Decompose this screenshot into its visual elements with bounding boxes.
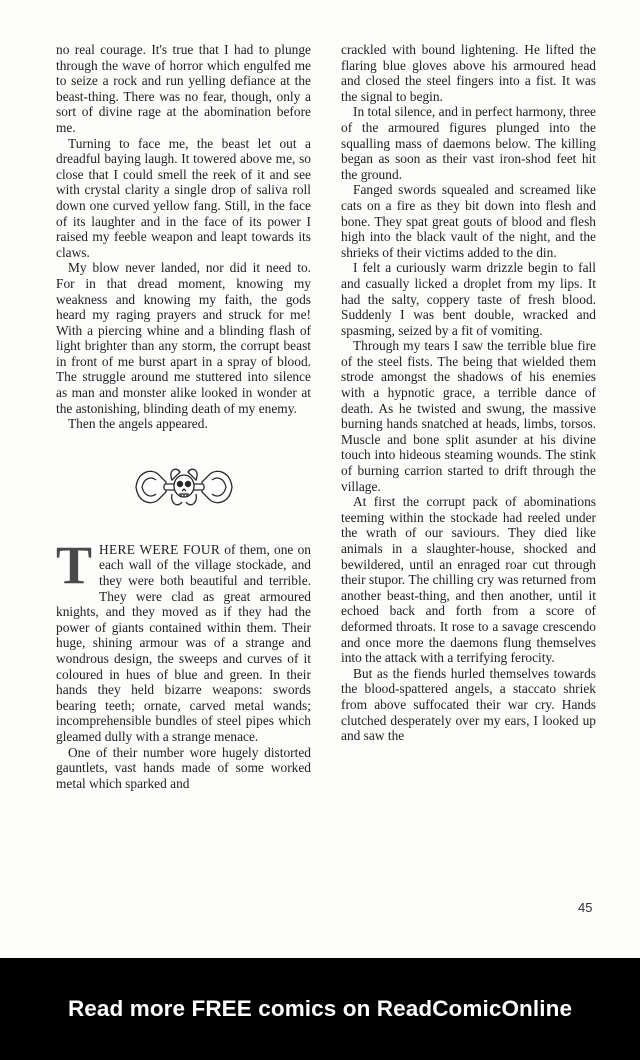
section-opening-paragraph [56,534,311,745]
paragraph: Then the angels appeared. [68,416,208,432]
skull-axe-ornament-icon [132,462,236,512]
paragraph: But as the fiends hurled themselves towards the blood-spattered angels, a staccato shriek from above suffocated their war cry. Hands clutched desperately over my ears, I looked up and saw the [341,665,596,744]
paragraph: At first the corrupt pack of abominations teeming within the stockade had reeled under the wrath of our saviours. They died like animals in a slaughter-house, shocked and bewildered, until an enraged roar cut through their stupor. The chilling cry was returned from another beast-thing, and then another, until it echoed back and forth from a score of deformed throats. It rose to a savage crescendo and once more the daemons flung themselves into the attack with a terrifying ferocity. [341,494,596,666]
footer-banner-text[interactable]: Read more FREE comics on ReadComicOnline [67,996,573,1021]
footer-banner[interactable] [0,958,640,1060]
page-number: 45 [578,900,593,915]
paragraph: Fanged swords squealed and screamed like cats on a fire as they bit down into flesh and bone. They spat great gouts of blood and flesh high into the black vault of the night, and the shrieks of their victims added to the din. [341,182,596,260]
paragraph: crackled with bound lightening. He lifted the flaring blue gloves above his armoured head and closed the steel fingers into a fist. It was the signal to begin. [341,42,596,104]
left-column [56,42,311,791]
paragraph: My blow never landed, nor did it need to. For in that dread moment, knowing my weakness and knowing my faith, the gods heard my raging prayers and struck for me! With a piercing whine and a blinding flash of light brighter than any storm, the corrupt beast in front of me burst apart in a spray of blood. The struggle around me stuttered into silence as man and monster alike looked in wonder at the astonishing, blinding death of my enemy. [56,260,311,416]
paragraph: In total silence, and in perfect harmony, three of the armoured figures plunged into the squalling mass of daemons below. The killing began as soon as their vast iron-shod feet hit the ground. [341,104,596,182]
opening-text: of them, one on each wall of the village stockade, and they were both beautiful and terrible. They were clad as great armoured knights, and they moved as if they had the power of giants contained within them. Their huge, shining armour was of a strange and wondrous design, the sweeps and curves of it coloured in hues of blue and green. In their hands they held bizarre weapons: swords bearing teeth; ornate, carved metal wands; incomprehensible bundles of steel pipes which gleamed dully with a strange menace. [56,541,311,744]
lead-in-text: HERE WERE FOUR [99,541,221,557]
paragraph: One of their number wore hugely distorted gauntlets, vast hands made of some worked metal which sparked and [56,744,311,791]
right-column [341,42,596,744]
paragraph: no real courage. It's true that I had to plunge through the wave of horror which engulfed me to seize a rock and run yelling defiance at the beast-thing. There was no fear, though, only a sort of divine rage at the abomination before me. [56,42,311,135]
drop-cap: T [56,534,93,595]
paragraph: I felt a curiously warm drizzle begin to fall and casually licked a droplet from my lips. It had the salty, coppery taste of fresh blood. Suddenly I was bent double, wracked and spasming, seized by a fit of vomiting. [341,260,596,338]
paragraph: Through my tears I saw the terrible blue fire of the steel fists. The being that wielded them strode amongst the shadows of his enemies with a hypnotic grace, a terrible dance of death. As he twisted and swung, the massive burning hands snatched at heads, limbs, torsos. Muscle and bone split asunder at his divine touch into hideous steaming wounds. The stink of burning carrion started to drift through the village. [341,338,596,494]
paragraph: Turning to face me, the beast let out a dreadful baying laugh. It towered above me, so close that I could smell the reek of it and see with crystal clarity a single drop of saliva roll down one curved yellow fang. Still, in the face of its laughter and in the face of its power I raised my feeble weapon and leapt towards its claws. [56,135,311,260]
